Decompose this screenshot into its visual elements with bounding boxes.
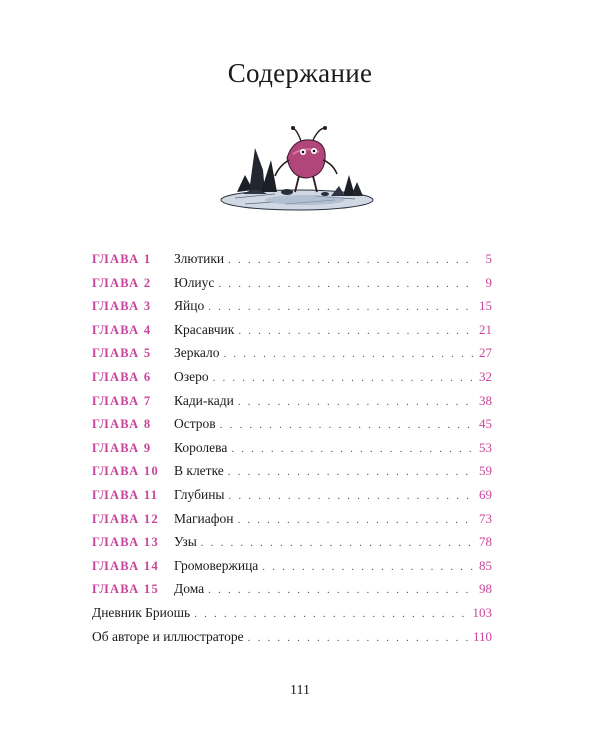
chapter-label: ГЛАВА 8	[92, 417, 152, 432]
page-number: 38	[479, 392, 492, 408]
toc-entry[interactable]	[92, 440, 492, 464]
page-title: Содержание	[227, 58, 373, 88]
entry-title: Громовержица	[174, 557, 259, 573]
entry-title: Узы	[174, 534, 197, 550]
page-number: 59	[479, 463, 492, 479]
entry-title: Злютики	[174, 251, 225, 266]
dot-leader	[208, 584, 474, 596]
entry-title: Яйцо	[174, 298, 205, 314]
toc-entry[interactable]	[92, 558, 492, 582]
toc-entry[interactable]	[92, 345, 492, 369]
chapter-label: ГЛАВА 5	[92, 346, 152, 361]
entry-title: Озеро	[174, 368, 209, 384]
dot-leader	[228, 466, 474, 478]
dot-leader	[228, 254, 474, 266]
chapter-label: ГЛАВА 14	[92, 558, 160, 573]
page-number: 73	[479, 510, 492, 526]
toc-entry[interactable]	[92, 275, 492, 299]
page-number: 110	[472, 628, 492, 644]
page-number: 21	[479, 321, 492, 337]
entry-title: Зеркало	[174, 345, 220, 361]
page-number: 32	[479, 368, 492, 384]
page-number: 45	[479, 416, 492, 432]
page-number: 98	[479, 581, 492, 597]
toc-entry[interactable]	[92, 298, 492, 322]
chapter-label: ГЛАВА 15	[92, 582, 160, 597]
page-folio-number: 111	[290, 683, 310, 698]
page-number: 85	[479, 557, 492, 573]
chapter-label: ГЛАВА 10	[92, 464, 160, 479]
toc-entry[interactable]	[92, 487, 492, 511]
chapter-label: ГЛАВА 9	[92, 440, 152, 455]
page-number: 15	[479, 298, 492, 314]
dot-leader	[208, 301, 474, 313]
page-number: 69	[479, 486, 492, 502]
toc-entry[interactable]	[92, 463, 492, 487]
dot-leader	[201, 537, 474, 549]
dot-leader	[194, 608, 468, 620]
dot-leader	[220, 419, 474, 431]
toc-entry[interactable]	[92, 416, 492, 440]
entry-title: Юлиус	[174, 274, 215, 290]
chapter-label: ГЛАВА 12	[92, 511, 160, 526]
chapter-label: ГЛАВА 13	[92, 535, 160, 550]
toc-entry[interactable]	[92, 629, 492, 653]
toc-entry[interactable]	[92, 393, 492, 417]
entry-title: Дома	[174, 581, 205, 597]
page-number: 27	[479, 345, 492, 361]
entry-title: Об авторе и иллюстраторе	[92, 628, 244, 644]
pink-monster-on-rocks-illustration	[215, 120, 375, 215]
page-number: 9	[485, 274, 492, 290]
dot-leader	[238, 396, 474, 408]
toc-entry[interactable]	[92, 534, 492, 558]
toc-entry[interactable]	[92, 322, 492, 346]
dot-leader	[262, 561, 474, 573]
entry-title: Дневник Бриошь	[92, 604, 191, 620]
entry-title: Кади-кади	[174, 392, 234, 408]
dot-leader	[238, 325, 474, 337]
chapter-label: ГЛАВА 3	[92, 299, 152, 314]
entry-title: В клетке	[174, 463, 224, 479]
chapter-label: ГЛАВА 1	[92, 252, 152, 266]
toc-entry[interactable]	[92, 581, 492, 605]
toc-entry[interactable]	[92, 511, 492, 535]
chapter-label: ГЛАВА 4	[92, 322, 152, 337]
page-number: 103	[472, 604, 492, 620]
chapter-label: ГЛАВА 7	[92, 393, 152, 408]
entry-title: Остров	[174, 416, 216, 432]
chapter-label: ГЛАВА 6	[92, 369, 152, 384]
dot-leader	[223, 348, 474, 360]
chapter-label: ГЛАВА 2	[92, 275, 152, 290]
page-number: 53	[479, 439, 492, 455]
chapter-label: ГЛАВА 11	[92, 487, 159, 502]
table-of-contents	[92, 251, 492, 652]
page-number: 78	[479, 534, 492, 550]
page-number: 5	[485, 251, 492, 266]
entry-title: Красавчик	[174, 321, 235, 337]
dot-leader	[237, 514, 474, 526]
entry-title: Глубины	[174, 486, 225, 502]
dot-leader	[229, 490, 475, 502]
entry-title: Магиафон	[174, 510, 234, 526]
dot-leader	[231, 443, 474, 455]
toc-entry[interactable]	[92, 605, 492, 629]
toc-entry[interactable]	[92, 369, 492, 393]
dot-leader	[218, 278, 474, 290]
toc-entry[interactable]	[92, 251, 492, 275]
dot-leader	[213, 372, 474, 384]
entry-title: Королева	[174, 439, 228, 455]
dot-leader	[248, 632, 469, 644]
